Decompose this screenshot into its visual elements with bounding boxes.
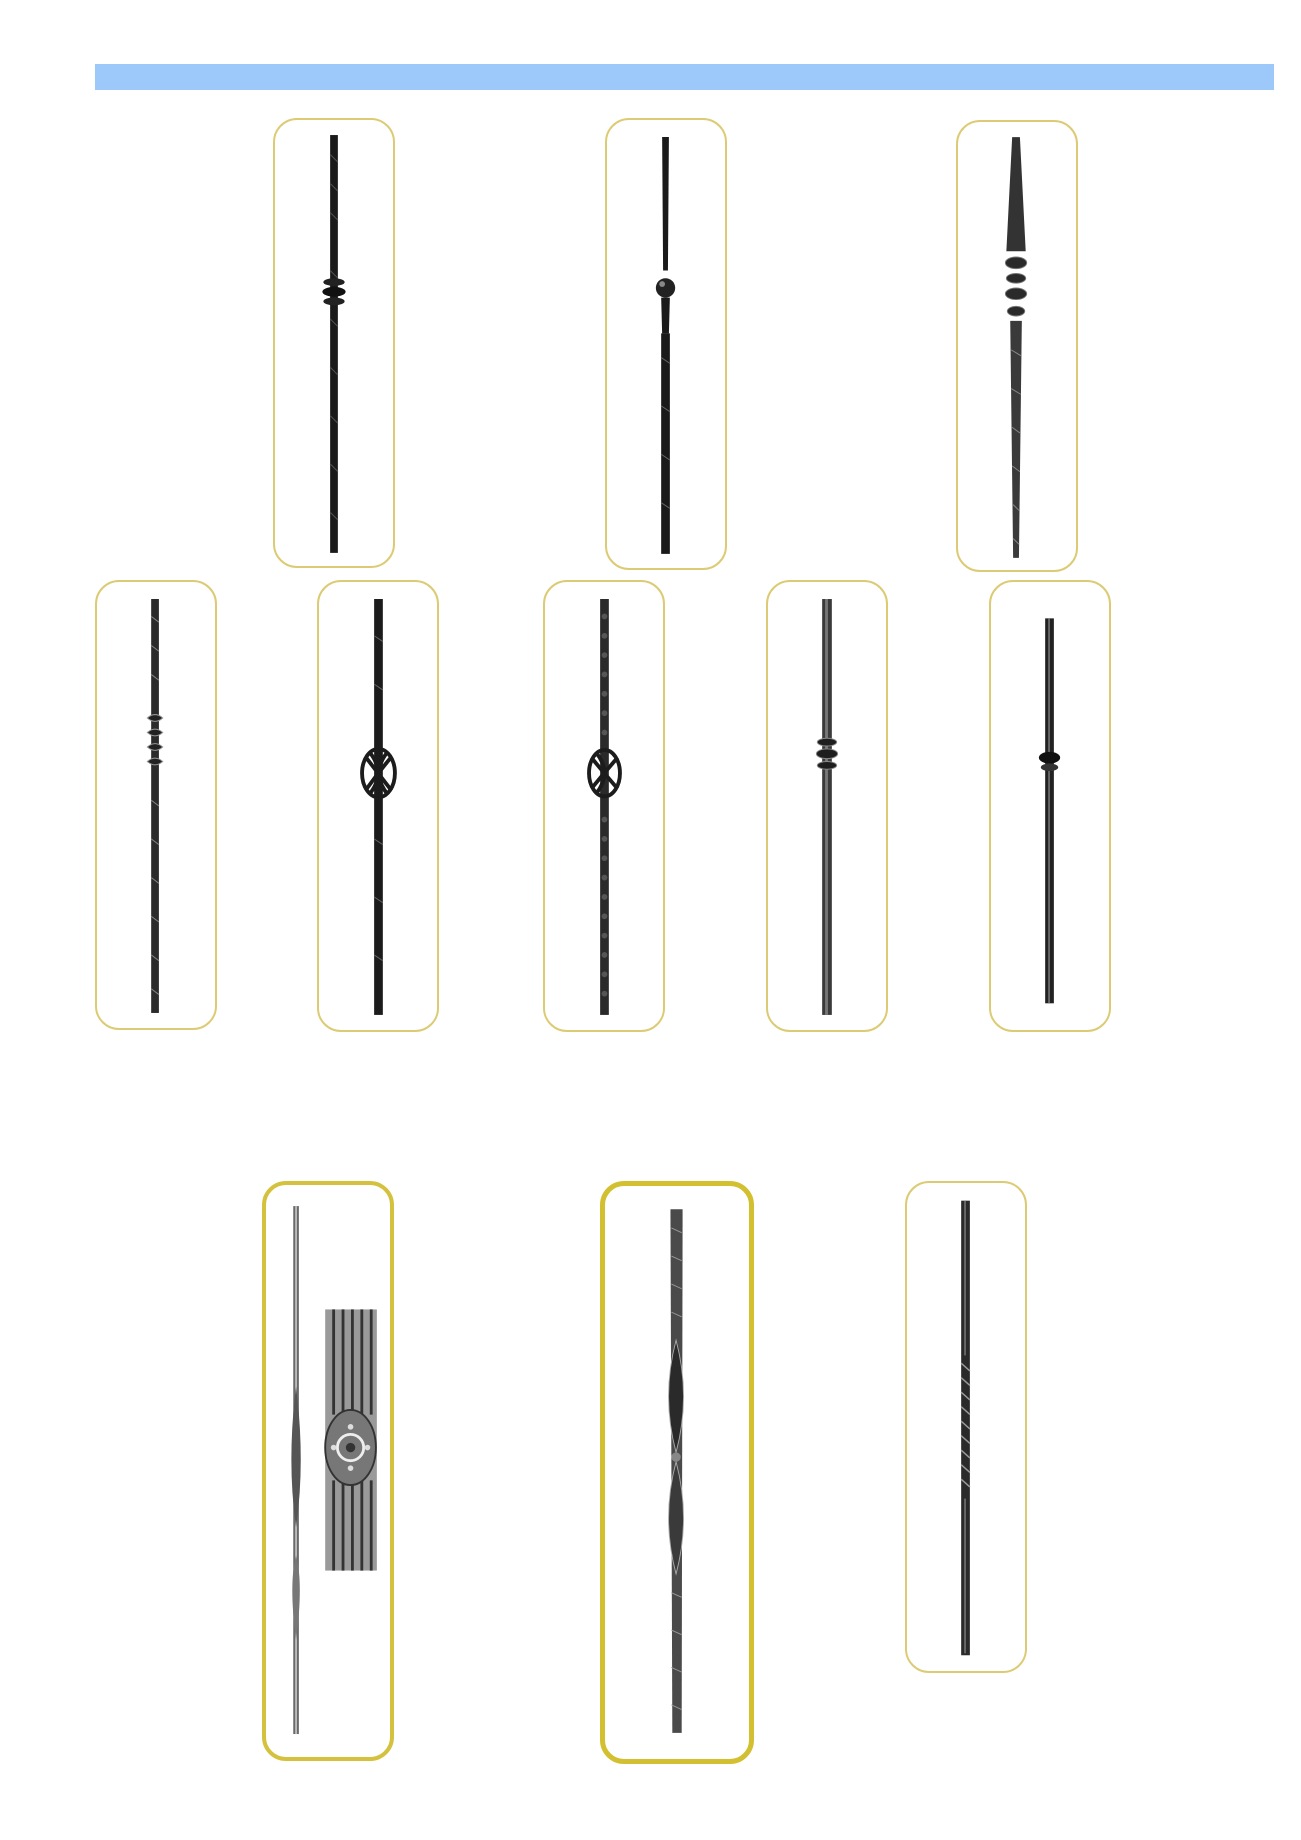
square-baluster-with-collar-icon [991,582,1109,1030]
hammered-baluster-with-twist-knuckle-icon [97,582,215,1028]
smooth-baluster-with-collars-icon [768,582,886,1030]
twisted-baluster-with-collar-icon [275,120,393,566]
twisted-baluster-with-basket-icon [545,582,663,1030]
baluster-card[interactable] [317,580,439,1032]
baluster-card[interactable] [273,118,395,568]
baluster-card[interactable] [766,580,888,1032]
baluster-with-cast-leaf-detail-icon [266,1185,390,1757]
single-twist-baluster-icon [907,1183,1025,1671]
baluster-card[interactable] [262,1181,394,1761]
baluster-card[interactable] [95,580,217,1030]
baluster-card[interactable] [956,120,1078,572]
baluster-with-ball-knuckle-icon [607,120,725,568]
forged-leaf-baluster-icon [605,1186,749,1759]
baluster-card[interactable] [543,580,665,1032]
baluster-with-basket-twist-icon [319,582,437,1030]
baluster-card[interactable] [605,118,727,570]
baluster-card[interactable] [600,1181,754,1764]
baluster-card[interactable] [905,1181,1027,1673]
header-bar [95,64,1274,90]
baluster-card[interactable] [989,580,1111,1032]
tapered-baluster-with-ornate-knuckle-icon [958,122,1076,570]
